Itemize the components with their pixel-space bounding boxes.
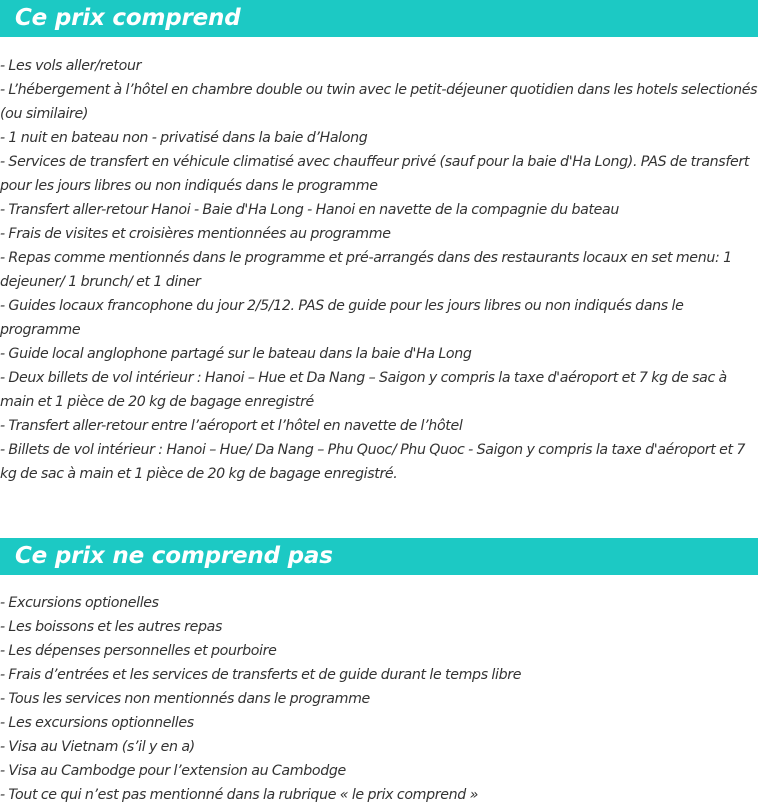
list-item: - Tous les services non mentionnés dans le programme [0,691,370,707]
list-item: - Les dépenses personnelles et pourboire [0,643,277,659]
list-item: - Les vols aller/retour [0,58,142,74]
list-item: - L’hébergement à l’hôtel en chambre double ou twin avec le petit-déjeuner quotidien dans les hotels selectionés (ou similaire) [0,82,758,122]
list-item: - Repas comme mentionnés dans le programme et pré-arrangés dans des restaurants locaux en set menu: 1 dejeuner/ 1 brunch/ et 1 diner [0,250,732,290]
excluded-title: Ce prix ne comprend pas [15,543,333,569]
included-header [0,0,758,37]
list-item: - Excursions optionelles [0,595,159,611]
excluded-list [0,591,758,807]
list-item: - Visa au Cambodge pour l’extension au Cambodge [0,763,346,779]
list-item: - Guides locaux francophone du jour 2/5/12. PAS de guide pour les jours libres ou non indiqués dans le programme [0,298,684,338]
excluded-section [0,538,758,807]
list-item: - Frais de visites et croisières mentionnées au programme [0,226,391,242]
list-item: - Deux billets de vol intérieur : Hanoi – Hue et Da Nang – Saigon y compris la taxe d'aéroport et 7 kg de sac à main et 1 pièce de 20 kg de bagage enregistré [0,370,727,410]
list-item: - Transfert aller-retour Hanoi - Baie d'Ha Long - Hanoi en navette de la compagnie du bateau [0,202,620,218]
list-item: - Visa au Vietnam (s’il y en a) [0,739,195,755]
list-item: - Billets de vol intérieur : Hanoi – Hue/ Da Nang – Phu Quoc/ Phu Quoc - Saigon y compris la taxe d'aéroport et 7 kg de sac à main et 1 pièce de 20 kg de bagage enregistré. [0,442,746,482]
list-item: - Frais d’entrées et les services de transferts et de guide durant le temps libre [0,667,522,683]
list-item: - Guide local anglophone partagé sur le bateau dans la baie d'Ha Long [0,346,472,362]
included-title: Ce prix comprend [15,5,241,31]
list-item: - Transfert aller-retour entre l’aéroport et l’hôtel en navette de l’hôtel [0,418,463,434]
included-list [0,54,758,486]
list-item: - Les excursions optionnelles [0,715,194,731]
list-item: - Tout ce qui n’est pas mentionné dans la rubrique « le prix comprend » [0,787,479,803]
list-item: - Services de transfert en véhicule climatisé avec chauffeur privé (sauf pour la baie d'Ha Long). PAS de transfert pour les jours libres ou non indiqués dans le programme [0,154,750,194]
list-item: - Les boissons et les autres repas [0,619,222,635]
excluded-header [0,538,758,575]
list-item: - 1 nuit en bateau non - privatisé dans la baie d’Halong [0,130,368,146]
